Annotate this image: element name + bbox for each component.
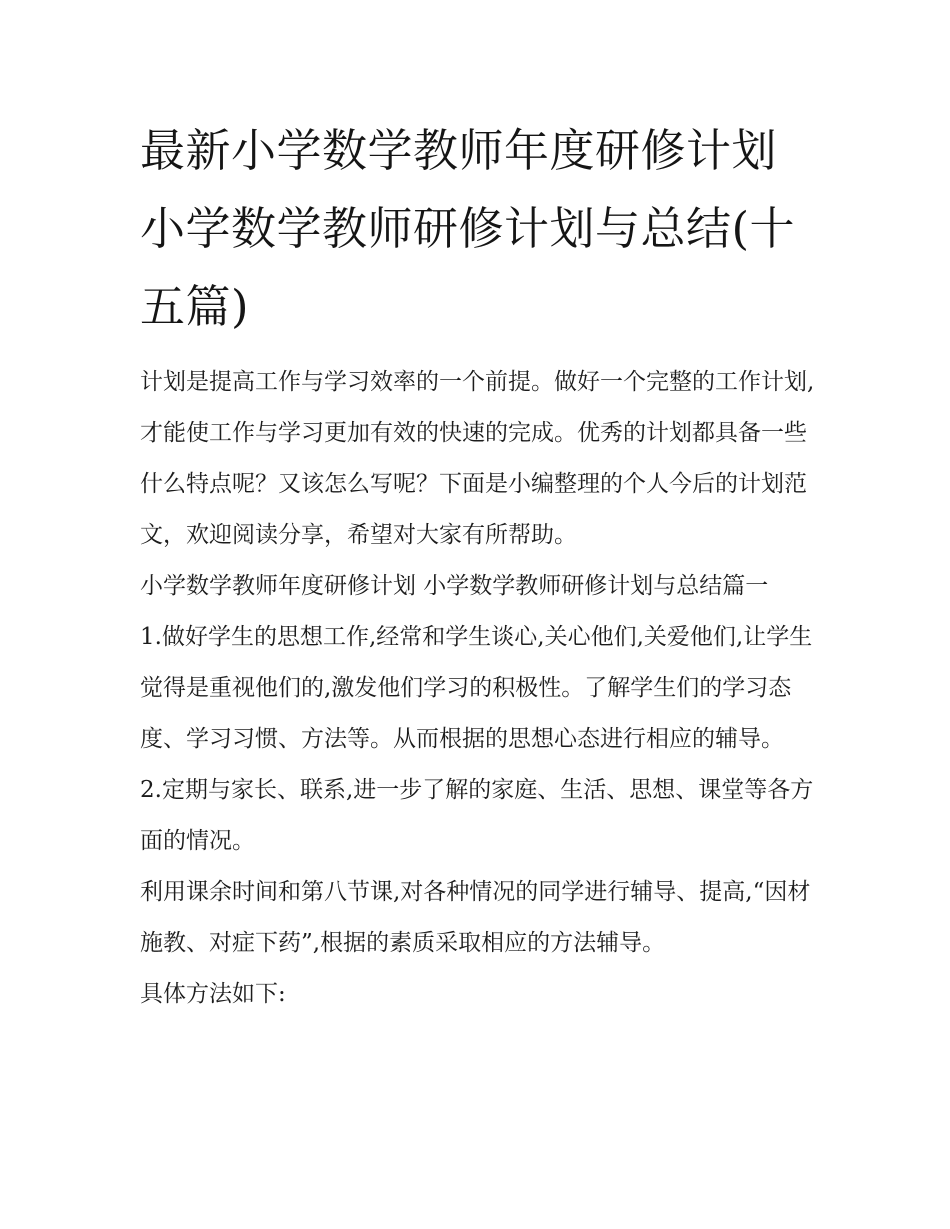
- document-body: [140, 112, 815, 1020]
- list-item-1: 1.做好学生的思想工作,经常和学生谈心,关心他们,关爱他们,让学生觉得是重视他们的,激发他们学习的积极性。了解学生们的学习态度、学习习惯、方法等。从而根据的思想心态进行相应的辅导。: [140, 624, 813, 752]
- method-lead-in: 具体方法如下:: [140, 981, 286, 1007]
- intro-paragraph: 计划是提高工作与学习效率的一个前提。做好一个完整的工作计划,才能使工作与学习更加有效的快速的完成。优秀的计划都具备一些什么特点呢？又该怎么写呢？下面是小编整理的个人今后的计划范文，欢迎阅读分享，希望对大家有所帮助。: [140, 369, 815, 548]
- document-title: 最新小学数学教师年度研修计划 小学数学教师研修计划与总结(十五篇): [140, 124, 796, 333]
- body-paragraph: 利用课余时间和第八节课,对各种情况的同学进行辅导、提高,“因材施教、对症下药”,根据的素质采取相应的方法辅导。: [140, 879, 811, 956]
- list-item-2: 2.定期与家长、联系,进一步了解的家庭、生活、思想、课堂等各方面的情况。: [140, 777, 814, 854]
- section-heading: 小学数学教师年度研修计划 小学数学教师研修计划与总结篇一: [140, 573, 769, 599]
